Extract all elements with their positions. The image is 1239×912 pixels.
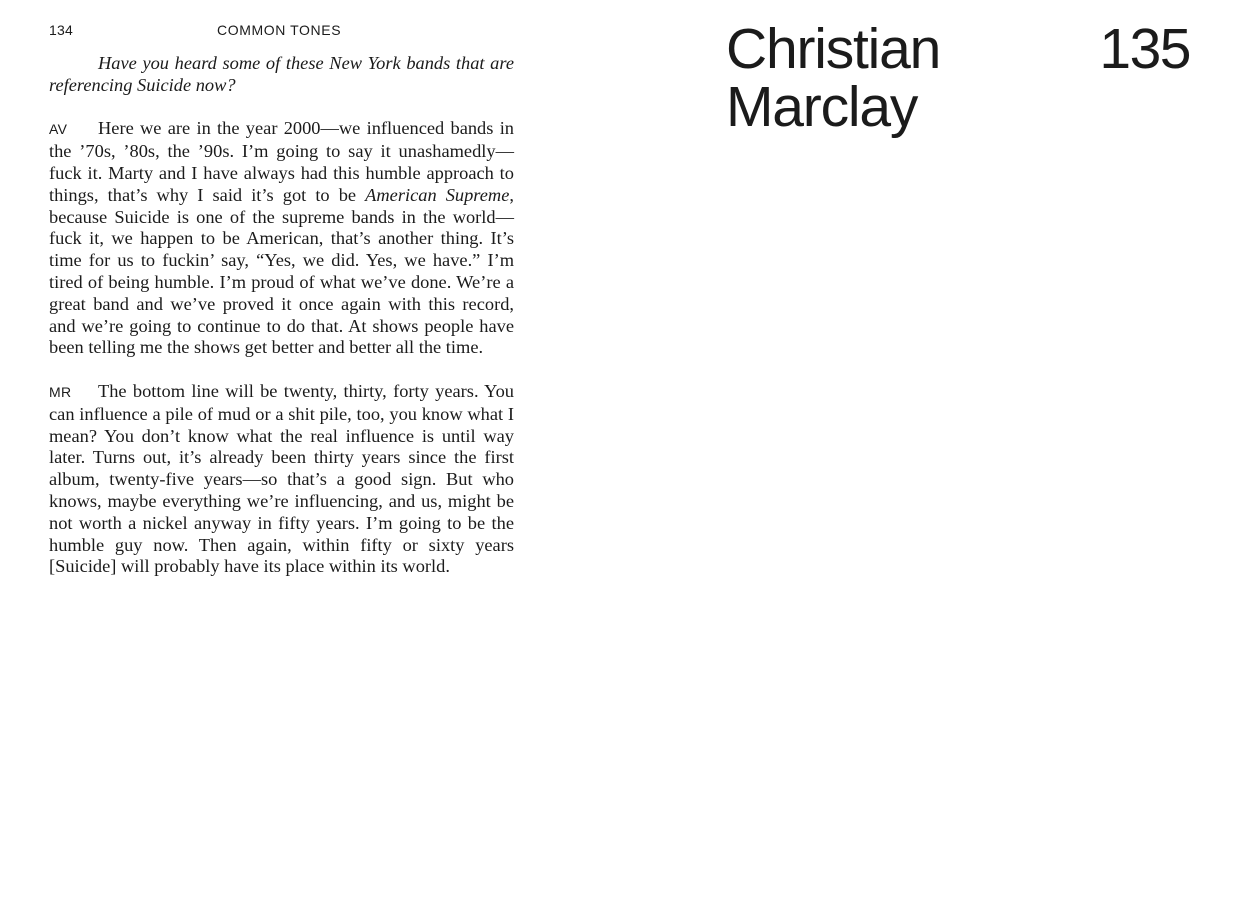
- chapter-title: [726, 17, 941, 139]
- answer-paragraph-av: [49, 118, 514, 359]
- answer-text-av-part1: Here we are in the year 2000—we influenced bands in the ’70s, ’80s, the ’90s. I’m going to say it unashamedly—fuck it. Marty and I have always had this humble approach to things, that’s why I said it’s got to be: [49, 118, 514, 205]
- right-page: [620, 0, 1239, 912]
- answer-paragraph-mr: [49, 381, 514, 578]
- page-number-left: 134: [49, 22, 73, 38]
- answer-text-mr: The bottom line will be twenty, thirty, forty years. You can influence a pile of mud or a shit pile, too, you know what I mean? You don’t know what the real influence is until way later. Turns out, it’s already been thirty years since the first album, twenty-five years—so that’s a good sign. But who knows, maybe everything we’re influencing, and us, might be not worth a nickel anyway in fifty years. I’m going to be the humble guy now. Then again, within fifty or sixty years [Suicide] will probably have its place within its world.: [49, 380, 514, 577]
- chapter-title-line2: Marclay: [726, 75, 918, 139]
- answer-text-av-part2: , because Suicide is one of the supreme bands in the world—fuck it, we happen to be American, that’s another thing. It’s time for us to fuckin’ say, “Yes, we did. Yes, we have.” I’m tired of being humble. I’m proud of what we’ve done. We’re a great band and we’ve proved it once again with this record, and we’re going to continue to do that. At shows people have been telling me the shows get better and better all the time.: [49, 184, 514, 358]
- chapter-title-line1: Christian: [726, 17, 941, 81]
- interview-text: [49, 53, 514, 600]
- interviewer-question: Have you heard some of these New York bands that are referencing Suicide now?: [49, 53, 514, 95]
- running-head: COMMON TONES: [217, 22, 342, 38]
- speaker-label-mr: MR: [49, 383, 72, 400]
- page-number-right: 135: [1099, 17, 1190, 81]
- speaker-label-av: AV: [49, 121, 68, 138]
- album-title: American Supreme: [365, 184, 510, 205]
